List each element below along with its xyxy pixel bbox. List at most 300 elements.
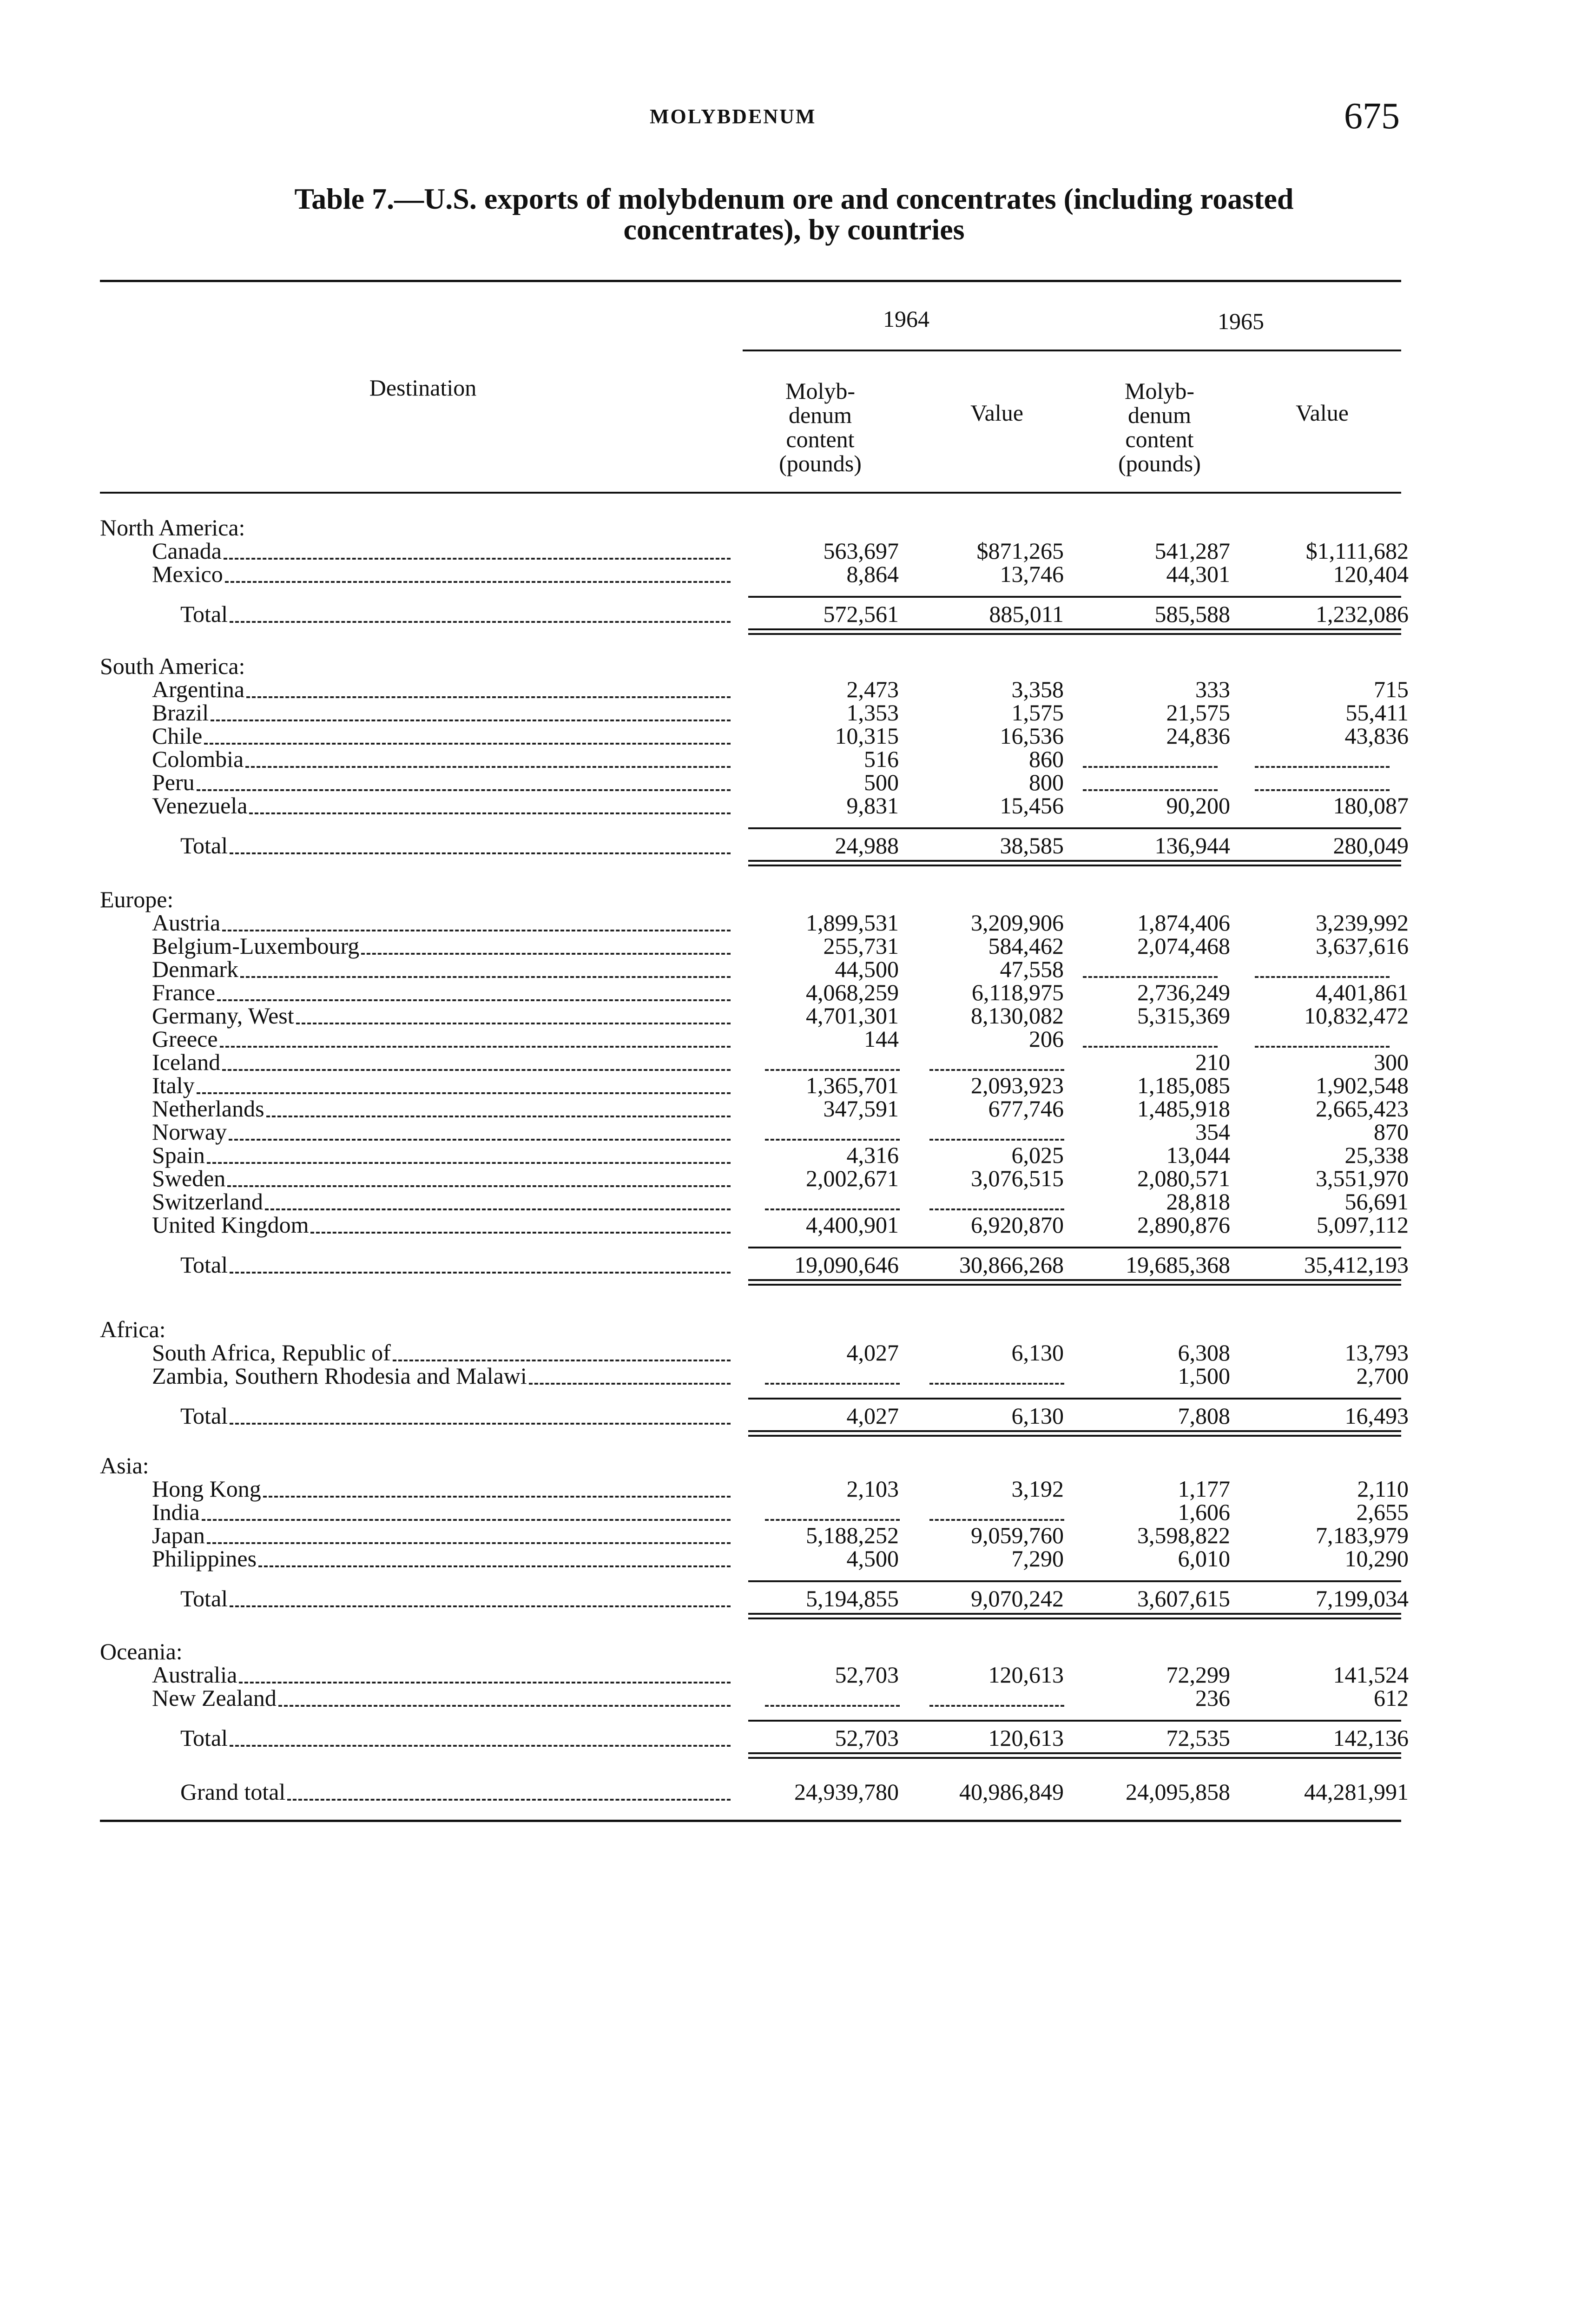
leader-dots	[207, 1162, 731, 1164]
row-label: Peru	[152, 769, 195, 795]
region-label: Oceania:	[100, 1638, 183, 1664]
leader-dots	[230, 621, 731, 623]
empty-cell-dashes	[1083, 766, 1218, 768]
cell-value: 5,188,252	[806, 1522, 899, 1548]
leader-dots	[211, 720, 731, 721]
table-row	[0, 981, 1588, 1004]
total-rule	[748, 1757, 1401, 1759]
row-label: Germany, West	[152, 1003, 294, 1029]
row-label: Total	[180, 601, 228, 627]
table-row	[0, 724, 1588, 748]
empty-cell-dashes	[1255, 789, 1390, 791]
cell-value: 584,462	[988, 933, 1064, 959]
leader-dots	[229, 1139, 731, 1141]
cell-value: 2,074,468	[1137, 933, 1230, 959]
total-rule	[748, 1435, 1401, 1437]
row-label: Austria	[152, 910, 221, 936]
total-rule	[748, 1720, 1401, 1722]
year-header-rule	[743, 350, 1401, 351]
leader-dots	[240, 976, 731, 978]
cell-value: 9,059,760	[971, 1522, 1064, 1548]
leader-dots	[393, 1360, 731, 1361]
cell-value: 4,316	[846, 1142, 899, 1168]
cell-value: 72,535	[1166, 1725, 1230, 1751]
cell-value: 1,232,086	[1316, 601, 1409, 627]
region-heading	[0, 888, 1588, 911]
cell-value: 612	[1374, 1685, 1409, 1711]
row-label: Sweden	[152, 1165, 226, 1191]
cell-value: 300	[1374, 1049, 1409, 1075]
table-row	[0, 678, 1588, 701]
table-row	[0, 771, 1588, 794]
cell-value: 24,939,780	[794, 1779, 899, 1805]
leader-dots	[230, 1423, 731, 1425]
leader-dots	[278, 1705, 731, 1707]
cell-value: 3,239,992	[1316, 910, 1409, 936]
region-heading	[0, 1640, 1588, 1664]
cell-value: 715	[1374, 676, 1409, 702]
table-row	[0, 1524, 1588, 1547]
value-1965-header: Value	[1296, 400, 1349, 426]
leader-dots	[246, 696, 731, 698]
leader-dots	[230, 1605, 731, 1607]
total-row	[0, 1726, 1588, 1750]
region-label: North America:	[100, 515, 245, 541]
empty-cell-dashes	[765, 1208, 900, 1210]
empty-cell-dashes	[765, 1519, 900, 1521]
table-row	[0, 562, 1588, 586]
cell-value: 13,746	[1000, 561, 1064, 587]
cell-value: 55,411	[1345, 700, 1409, 726]
row-label: Australia	[152, 1662, 237, 1688]
table-title-line-2: concentrates), by countries	[623, 213, 965, 246]
table-bottom-rule	[100, 1820, 1401, 1822]
cell-value: 6,308	[1178, 1340, 1230, 1366]
leader-dots	[222, 930, 731, 931]
total-rule	[748, 860, 1401, 862]
table-row	[0, 1027, 1588, 1051]
cell-value: 1,500	[1178, 1363, 1230, 1389]
table-row	[0, 794, 1588, 818]
table-row	[0, 957, 1588, 981]
leader-dots	[230, 852, 731, 854]
cell-value: 52,703	[835, 1725, 899, 1751]
cell-value: 13,793	[1344, 1340, 1409, 1366]
leader-dots	[361, 953, 731, 955]
cell-value: 5,097,112	[1316, 1212, 1409, 1238]
cell-value: 19,090,646	[794, 1252, 899, 1278]
empty-cell-dashes	[765, 1069, 900, 1071]
leader-dots	[263, 1496, 731, 1498]
cell-value: 8,130,082	[971, 1003, 1064, 1029]
total-rule	[748, 633, 1401, 635]
total-rule	[748, 1752, 1401, 1754]
cell-value: 5,194,855	[806, 1585, 899, 1611]
total-rule	[748, 865, 1401, 866]
region-label: Europe:	[100, 886, 174, 912]
row-label: Venezuela	[152, 792, 248, 819]
table-row	[0, 701, 1588, 725]
row-label: Hong Kong	[152, 1476, 261, 1502]
empty-cell-dashes	[1083, 1046, 1218, 1048]
leader-dots	[202, 1519, 731, 1521]
row-label: Denmark	[152, 956, 239, 982]
table-row	[0, 1663, 1588, 1687]
table-title-line-1: Table 7.—U.S. exports of molybdenum ore and concentrates (including roasted	[294, 182, 1294, 215]
cell-value: 333	[1195, 676, 1230, 702]
table-row	[0, 1074, 1588, 1097]
cell-value: 6,118,975	[971, 979, 1064, 1005]
leader-dots	[197, 789, 731, 791]
cell-value: 21,575	[1166, 700, 1230, 726]
row-label: Switzerland	[152, 1188, 263, 1215]
row-label: France	[152, 979, 216, 1005]
cell-value: 1,485,918	[1137, 1096, 1230, 1122]
empty-cell-dashes	[765, 1705, 900, 1707]
content-1964-header-l4: (pounds)	[779, 450, 862, 476]
cell-value: 3,358	[1011, 676, 1064, 702]
cell-value: 255,731	[823, 933, 899, 959]
cell-value: $1,111,682	[1305, 538, 1409, 564]
year-1965-header: 1965	[1218, 308, 1264, 334]
table-row	[0, 1120, 1588, 1144]
row-label: Argentina	[152, 676, 245, 702]
total-row	[0, 602, 1588, 626]
total-rule	[748, 1284, 1401, 1286]
cell-value: 142,136	[1333, 1725, 1409, 1751]
empty-cell-dashes	[929, 1069, 1064, 1071]
cell-value: 2,080,571	[1137, 1165, 1230, 1191]
empty-cell-dashes	[1083, 789, 1218, 791]
cell-value: $871,265	[976, 538, 1064, 564]
cell-value: 8,864	[846, 561, 899, 587]
cell-value: 7,183,979	[1316, 1522, 1409, 1548]
table-row	[0, 1547, 1588, 1571]
row-label: Spain	[152, 1142, 205, 1168]
cell-value: 5,315,369	[1137, 1003, 1230, 1029]
cell-value: 2,103	[846, 1476, 899, 1502]
year-1964-header: 1964	[883, 306, 929, 332]
cell-value: 354	[1195, 1119, 1230, 1145]
row-label: Iceland	[152, 1049, 221, 1075]
cell-value: 6,010	[1178, 1545, 1230, 1571]
row-label: Total	[180, 832, 228, 858]
region-heading	[0, 654, 1588, 678]
cell-value: 2,110	[1357, 1476, 1409, 1502]
cell-value: 136,944	[1154, 832, 1230, 858]
cell-value: 30,866,268	[959, 1252, 1064, 1278]
empty-cell-dashes	[1255, 976, 1390, 978]
table-row	[0, 1097, 1588, 1121]
leader-dots	[239, 1682, 731, 1684]
cell-value: 7,290	[1011, 1545, 1064, 1571]
region-heading	[0, 1318, 1588, 1341]
cell-value: 800	[1029, 769, 1064, 795]
cell-value: 4,701,301	[806, 1003, 899, 1029]
cell-value: 44,301	[1166, 561, 1230, 587]
cell-value: 90,200	[1166, 792, 1230, 819]
empty-cell-dashes	[929, 1519, 1064, 1521]
table-row	[0, 1004, 1588, 1028]
total-row	[0, 1587, 1588, 1611]
cell-value: 15,456	[1000, 792, 1064, 819]
leader-dots	[230, 1745, 731, 1747]
cell-value: 141,524	[1333, 1662, 1409, 1688]
empty-cell-dashes	[1255, 1046, 1390, 1048]
cell-value: 1,874,406	[1137, 910, 1230, 936]
row-label: Philippines	[152, 1545, 257, 1571]
cell-value: 38,585	[1000, 832, 1064, 858]
cell-value: 347,591	[823, 1096, 899, 1122]
cell-value: 4,401,861	[1316, 979, 1409, 1005]
cell-value: 885,011	[989, 601, 1064, 627]
row-label: Total	[180, 1403, 228, 1429]
cell-value: 144	[864, 1026, 899, 1052]
cell-value: 16,493	[1344, 1403, 1409, 1429]
cell-value: 677,746	[988, 1096, 1064, 1122]
cell-value: 9,070,242	[971, 1585, 1064, 1611]
cell-value: 500	[864, 769, 899, 795]
cell-value: 44,500	[835, 956, 899, 982]
leader-dots	[249, 812, 731, 814]
cell-value: 2,736,249	[1137, 979, 1230, 1005]
cell-value: 1,575	[1011, 700, 1064, 726]
leader-dots	[225, 581, 731, 583]
cell-value: 1,902,548	[1316, 1072, 1409, 1098]
total-row	[0, 1404, 1588, 1428]
row-label: Japan	[152, 1522, 205, 1548]
cell-value: 43,836	[1344, 723, 1409, 749]
cell-value: 24,988	[835, 832, 899, 858]
empty-cell-dashes	[1255, 766, 1390, 768]
cell-value: 120,613	[988, 1662, 1064, 1688]
cell-value: 10,315	[835, 723, 899, 749]
content-1964-header-l2: denum	[788, 402, 852, 428]
cell-value: 236	[1195, 1685, 1230, 1711]
cell-value: 9,831	[846, 792, 899, 819]
total-rule	[748, 1279, 1401, 1281]
leader-dots	[217, 999, 731, 1001]
table-title	[0, 184, 1588, 245]
cell-value: 6,025	[1011, 1142, 1064, 1168]
cell-value: 47,558	[1000, 956, 1064, 982]
cell-value: 3,192	[1011, 1476, 1064, 1502]
cell-value: 13,044	[1166, 1142, 1230, 1168]
cell-value: 1,606	[1178, 1499, 1230, 1525]
total-rule	[748, 1613, 1401, 1615]
total-row	[0, 1253, 1588, 1277]
empty-cell-dashes	[765, 1383, 900, 1385]
empty-cell-dashes	[929, 1383, 1064, 1385]
table-row	[0, 1341, 1588, 1365]
row-label: Total	[180, 1585, 228, 1611]
cell-value: 3,607,615	[1137, 1585, 1230, 1611]
cell-value: 3,637,616	[1316, 933, 1409, 959]
cell-value: 72,299	[1166, 1662, 1230, 1688]
leader-dots	[296, 1023, 731, 1024]
cell-value: 7,808	[1178, 1403, 1230, 1429]
cell-value: 2,655	[1356, 1499, 1409, 1525]
empty-cell-dashes	[929, 1705, 1064, 1707]
cell-value: 3,551,970	[1316, 1165, 1409, 1191]
cell-value: 585,588	[1154, 601, 1230, 627]
content-1964-header	[744, 379, 897, 475]
total-rule	[748, 1618, 1401, 1619]
leader-dots	[197, 1092, 731, 1094]
row-label: Total	[180, 1725, 228, 1751]
total-rule	[748, 1398, 1401, 1400]
total-rule	[748, 1247, 1401, 1248]
empty-cell-dashes	[929, 1139, 1064, 1141]
cell-value: 6,920,870	[971, 1212, 1064, 1238]
row-label: Greece	[152, 1026, 218, 1052]
table-row	[0, 1190, 1588, 1214]
leader-dots	[227, 1185, 731, 1187]
row-label: Italy	[152, 1072, 195, 1098]
leader-dots	[230, 1272, 731, 1274]
cell-value: 2,093,923	[971, 1072, 1064, 1098]
content-1965-header-l1: Molyb-	[1125, 378, 1194, 404]
table-row	[0, 1143, 1588, 1167]
destination-header: Destination	[369, 375, 477, 401]
cell-value: 280,049	[1333, 832, 1409, 858]
content-1965-header-l3: content	[1125, 426, 1194, 452]
total-row	[0, 834, 1588, 858]
cell-value: 44,281,991	[1304, 1779, 1409, 1805]
empty-cell-dashes	[929, 1208, 1064, 1210]
content-1965-header-l2: denum	[1127, 402, 1192, 428]
row-label: Chile	[152, 723, 203, 749]
cell-value: 24,095,858	[1126, 1779, 1230, 1805]
region-label: South America:	[100, 653, 245, 679]
cell-value: 563,697	[823, 538, 899, 564]
cell-value: 56,691	[1344, 1188, 1409, 1215]
table-row	[0, 1050, 1588, 1074]
page-number: 675	[1344, 96, 1400, 137]
content-1965-header	[1083, 379, 1236, 475]
leader-dots	[220, 1046, 731, 1048]
row-label: Norway	[152, 1119, 227, 1145]
row-label: Belgium-Luxembourg	[152, 933, 360, 959]
cell-value: 4,068,259	[806, 979, 899, 1005]
cell-value: 10,832,472	[1304, 1003, 1409, 1029]
total-rule	[748, 596, 1401, 598]
cell-value: 1,185,085	[1137, 1072, 1230, 1098]
cell-value: 4,500	[846, 1545, 899, 1571]
cell-value: 4,027	[846, 1403, 899, 1429]
cell-value: 3,076,515	[971, 1165, 1064, 1191]
row-label: Netherlands	[152, 1096, 264, 1122]
table-row	[0, 747, 1588, 771]
table-row	[0, 1364, 1588, 1388]
leader-dots	[265, 1208, 731, 1210]
cell-value: 10,290	[1344, 1545, 1409, 1571]
grand-total-row	[0, 1780, 1588, 1804]
total-rule	[748, 628, 1401, 630]
table-row	[0, 1213, 1588, 1237]
cell-value: 4,400,901	[806, 1212, 899, 1238]
row-label: Total	[180, 1252, 228, 1278]
cell-value: 24,836	[1166, 723, 1230, 749]
cell-value: 206	[1029, 1026, 1064, 1052]
cell-value: 7,199,034	[1316, 1585, 1409, 1611]
cell-value: 2,002,671	[806, 1165, 899, 1191]
cell-value: 40,986,849	[959, 1779, 1064, 1805]
row-label: Canada	[152, 538, 222, 564]
cell-value: 1,177	[1178, 1476, 1230, 1502]
region-label: Asia:	[100, 1452, 149, 1479]
cell-value: 2,473	[846, 676, 899, 702]
cell-value: 860	[1029, 746, 1064, 772]
value-1964-header: Value	[970, 400, 1023, 426]
cell-value: 3,209,906	[971, 910, 1064, 936]
cell-value: 120,613	[988, 1725, 1064, 1751]
cell-value: 572,561	[823, 601, 899, 627]
row-label: Brazil	[152, 700, 209, 726]
cell-value: 52,703	[835, 1662, 899, 1688]
cell-value: 210	[1195, 1049, 1230, 1075]
leader-dots	[529, 1383, 731, 1385]
row-label: United Kingdom	[152, 1212, 309, 1238]
leader-dots	[224, 558, 731, 560]
region-heading	[0, 1454, 1588, 1478]
leader-dots	[287, 1799, 731, 1801]
cell-value: 3,598,822	[1137, 1522, 1230, 1548]
leader-dots	[266, 1116, 731, 1117]
table-row	[0, 539, 1588, 563]
total-rule	[748, 827, 1401, 829]
leader-dots	[207, 1542, 731, 1544]
empty-cell-dashes	[1083, 976, 1218, 978]
row-label: Grand total	[180, 1779, 286, 1805]
cell-value: 516	[864, 746, 899, 772]
cell-value: 180,087	[1333, 792, 1409, 819]
table-row	[0, 934, 1588, 958]
empty-cell-dashes	[765, 1139, 900, 1141]
row-label: Zambia, Southern Rhodesia and Malawi	[152, 1363, 527, 1389]
region-label: Africa:	[100, 1316, 166, 1342]
cell-value: 870	[1374, 1119, 1409, 1145]
cell-value: 120,404	[1333, 561, 1409, 587]
header-bottom-rule	[100, 492, 1401, 494]
total-rule	[748, 1580, 1401, 1582]
leader-dots	[245, 766, 731, 768]
table-row	[0, 911, 1588, 935]
leader-dots	[204, 743, 731, 745]
content-1964-header-l3: content	[786, 426, 855, 452]
table-row	[0, 1167, 1588, 1190]
cell-value: 2,890,876	[1137, 1212, 1230, 1238]
region-heading	[0, 516, 1588, 540]
cell-value: 4,027	[846, 1340, 899, 1366]
row-label: South Africa, Republic of	[152, 1340, 391, 1366]
table-row	[0, 1477, 1588, 1501]
cell-value: 6,130	[1011, 1403, 1064, 1429]
table-top-rule	[100, 280, 1401, 282]
cell-value: 6,130	[1011, 1340, 1064, 1366]
cell-value: 2,700	[1356, 1363, 1409, 1389]
leader-dots	[310, 1232, 731, 1234]
cell-value: 1,365,701	[806, 1072, 899, 1098]
row-label: Colombia	[152, 746, 244, 772]
cell-value: 1,899,531	[806, 910, 899, 936]
cell-value: 25,338	[1344, 1142, 1409, 1168]
cell-value: 19,685,368	[1126, 1252, 1230, 1278]
row-label: Mexico	[152, 561, 223, 587]
cell-value: 541,287	[1154, 538, 1230, 564]
table-row	[0, 1686, 1588, 1710]
running-head: MOLYBDENUM	[650, 105, 817, 128]
